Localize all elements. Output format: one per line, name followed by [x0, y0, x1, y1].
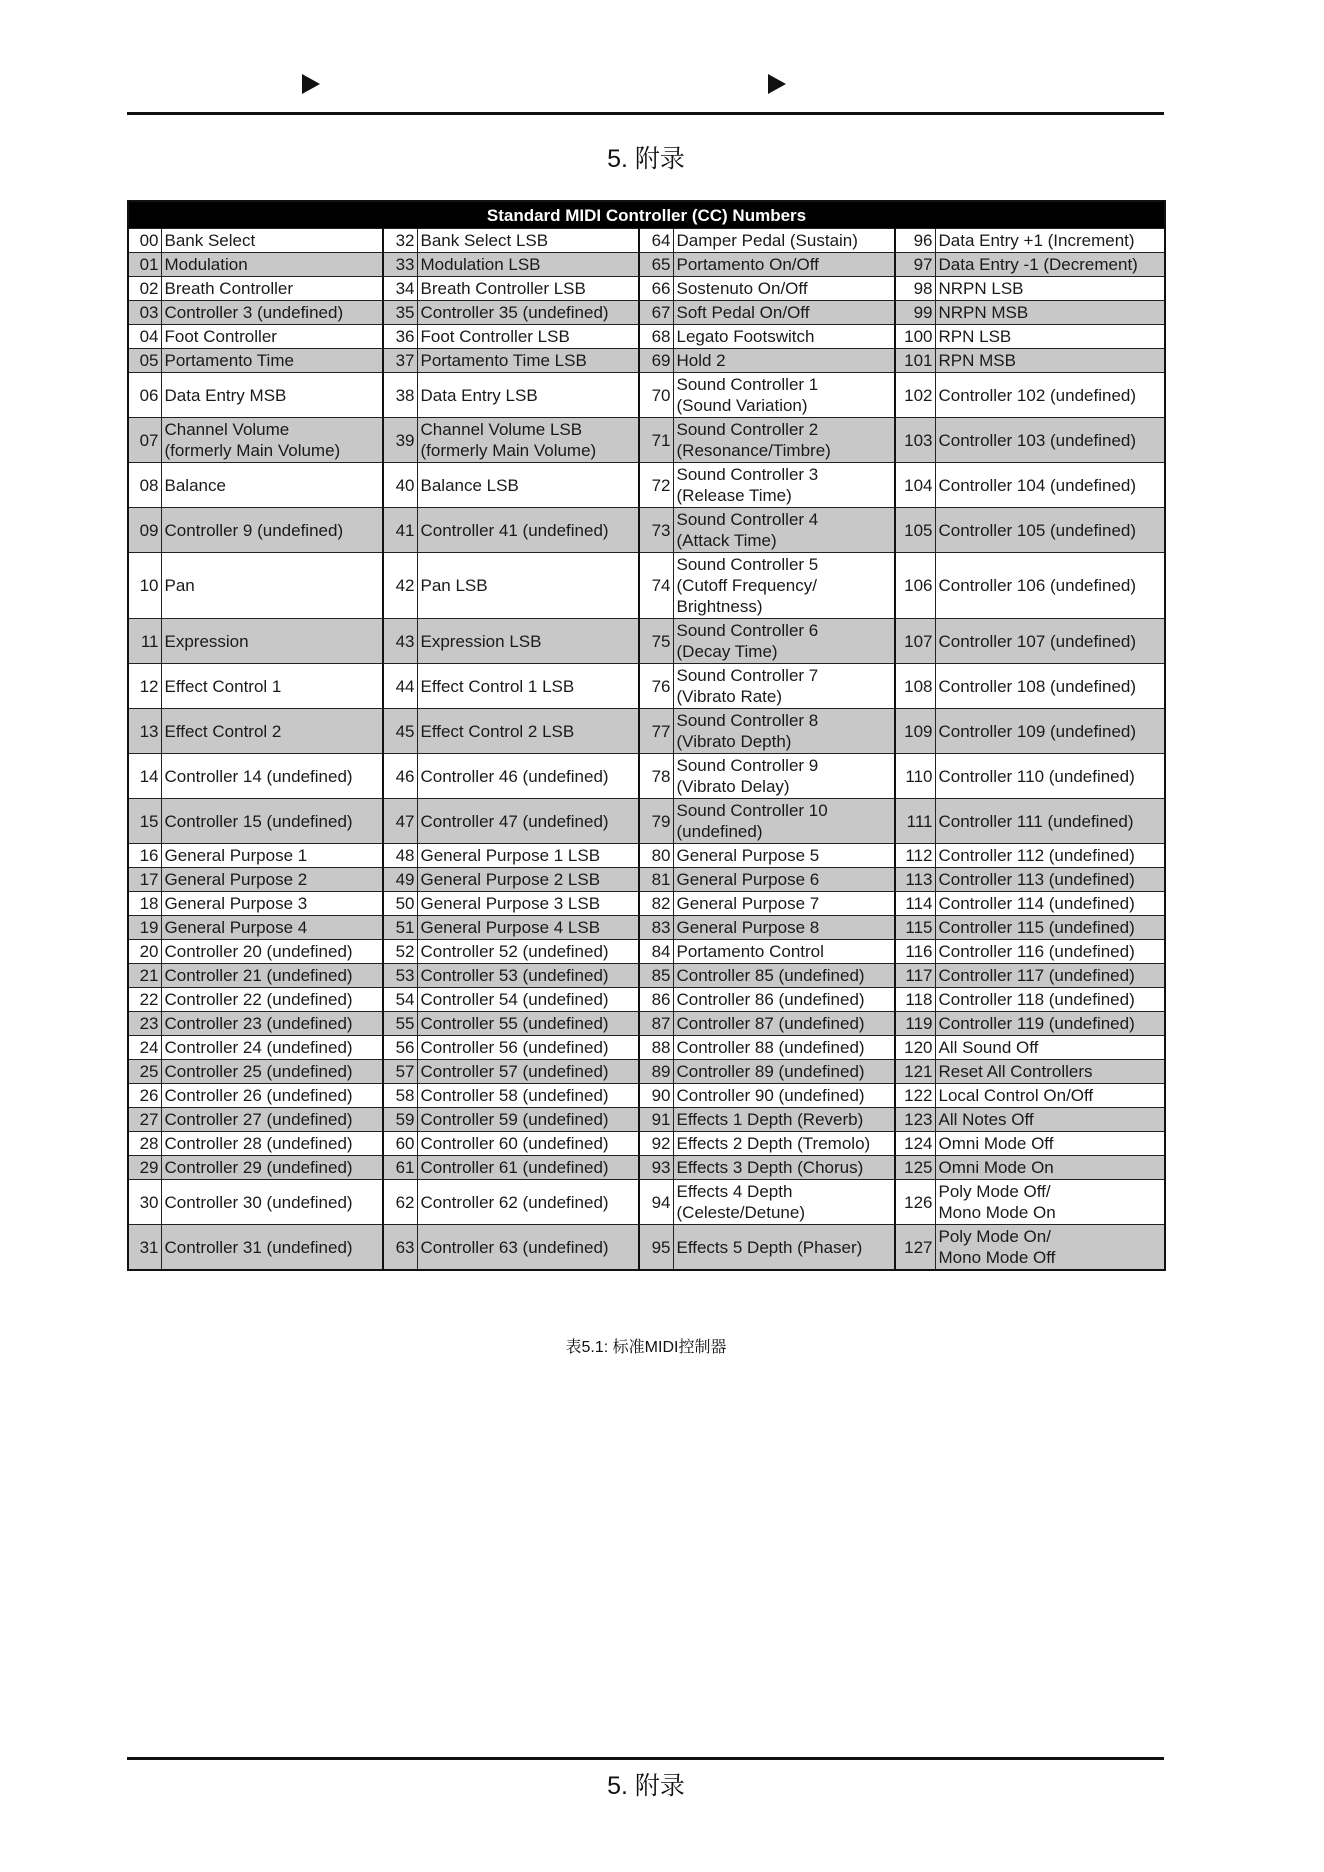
- cc-function: Expression LSB: [417, 619, 639, 664]
- cc-number: 126: [895, 1180, 935, 1225]
- cc-function: Data Entry +1 (Increment): [935, 229, 1165, 253]
- cc-number: 92: [639, 1132, 673, 1156]
- cc-function: Local Control On/Off: [935, 1084, 1165, 1108]
- cc-number: 82: [639, 892, 673, 916]
- table-row: [128, 709, 1165, 754]
- cc-function: Bank Select: [161, 229, 383, 253]
- cc-function: General Purpose 3 LSB: [417, 892, 639, 916]
- cc-function: Effect Control 1: [161, 664, 383, 709]
- header-rule: [127, 112, 1164, 115]
- cc-number: 24: [128, 1036, 161, 1060]
- cc-function: Data Entry MSB: [161, 373, 383, 418]
- cc-function: Sound Controller 9 (Vibrato Delay): [673, 754, 895, 799]
- cc-function: Effects 1 Depth (Reverb): [673, 1108, 895, 1132]
- cc-function: Controller 86 (undefined): [673, 988, 895, 1012]
- table-row: [128, 1060, 1165, 1084]
- cc-number: 96: [895, 229, 935, 253]
- cc-function: General Purpose 6: [673, 868, 895, 892]
- cc-function: Controller 46 (undefined): [417, 754, 639, 799]
- footer-section-title: 5. 附录: [607, 1772, 685, 1800]
- table-row: [128, 301, 1165, 325]
- cc-number: 58: [383, 1084, 417, 1108]
- cc-number: 71: [639, 418, 673, 463]
- cc-number: 117: [895, 964, 935, 988]
- cc-function: Portamento Time: [161, 349, 383, 373]
- cc-function: General Purpose 2 LSB: [417, 868, 639, 892]
- cc-function: Portamento Control: [673, 940, 895, 964]
- cc-function: Controller 109 (undefined): [935, 709, 1165, 754]
- cc-function: Controller 108 (undefined): [935, 664, 1165, 709]
- cc-function: Sound Controller 7 (Vibrato Rate): [673, 664, 895, 709]
- cc-function: Poly Mode On/ Mono Mode Off: [935, 1225, 1165, 1271]
- cc-function: Controller 107 (undefined): [935, 619, 1165, 664]
- cc-function: Balance: [161, 463, 383, 508]
- cc-function: Controller 35 (undefined): [417, 301, 639, 325]
- cc-function: RPN LSB: [935, 325, 1165, 349]
- cc-function: Controller 30 (undefined): [161, 1180, 383, 1225]
- cc-number: 01: [128, 253, 161, 277]
- table-row: [128, 463, 1165, 508]
- cc-number: 06: [128, 373, 161, 418]
- cc-function: Controller 105 (undefined): [935, 508, 1165, 553]
- table-row: [128, 253, 1165, 277]
- cc-function: Sound Controller 5 (Cutoff Frequency/ Brightness): [673, 553, 895, 619]
- cc-function: General Purpose 4: [161, 916, 383, 940]
- cc-number: 36: [383, 325, 417, 349]
- cc-number: 44: [383, 664, 417, 709]
- cc-number: 39: [383, 418, 417, 463]
- cc-function: Controller 119 (undefined): [935, 1012, 1165, 1036]
- cc-function: Controller 57 (undefined): [417, 1060, 639, 1084]
- cc-number: 14: [128, 754, 161, 799]
- cc-function: Controller 15 (undefined): [161, 799, 383, 844]
- cc-function: Controller 24 (undefined): [161, 1036, 383, 1060]
- cc-number: 10: [128, 553, 161, 619]
- cc-number: 120: [895, 1036, 935, 1060]
- cc-function: Controller 27 (undefined): [161, 1108, 383, 1132]
- cc-function: Sostenuto On/Off: [673, 277, 895, 301]
- cc-number: 87: [639, 1012, 673, 1036]
- cc-number: 102: [895, 373, 935, 418]
- cc-number: 48: [383, 844, 417, 868]
- cc-number: 41: [383, 508, 417, 553]
- cc-function: Effects 5 Depth (Phaser): [673, 1225, 895, 1271]
- cc-function: Effect Control 2 LSB: [417, 709, 639, 754]
- table-row: [128, 619, 1165, 664]
- cc-function: Sound Controller 4 (Attack Time): [673, 508, 895, 553]
- cc-function: Sound Controller 10 (undefined): [673, 799, 895, 844]
- cc-number: 26: [128, 1084, 161, 1108]
- cc-number: 127: [895, 1225, 935, 1271]
- cc-number: 11: [128, 619, 161, 664]
- cc-number: 27: [128, 1108, 161, 1132]
- cc-number: 83: [639, 916, 673, 940]
- cc-number: 76: [639, 664, 673, 709]
- cc-function: Poly Mode Off/ Mono Mode On: [935, 1180, 1165, 1225]
- cc-function: Sound Controller 6 (Decay Time): [673, 619, 895, 664]
- cc-function: Omni Mode On: [935, 1156, 1165, 1180]
- cc-number: 56: [383, 1036, 417, 1060]
- cc-function: Controller 53 (undefined): [417, 964, 639, 988]
- cc-number: 112: [895, 844, 935, 868]
- cc-number: 50: [383, 892, 417, 916]
- cc-function: Controller 25 (undefined): [161, 1060, 383, 1084]
- cc-number: 107: [895, 619, 935, 664]
- cc-function: Controller 22 (undefined): [161, 988, 383, 1012]
- cc-function: Controller 88 (undefined): [673, 1036, 895, 1060]
- cc-number: 113: [895, 868, 935, 892]
- cc-function: Pan LSB: [417, 553, 639, 619]
- cc-function: Soft Pedal On/Off: [673, 301, 895, 325]
- cc-function: Controller 116 (undefined): [935, 940, 1165, 964]
- table-caption: 表5.1: 标准MIDI控制器: [565, 1339, 727, 1356]
- cc-number: 12: [128, 664, 161, 709]
- cc-function: Effects 2 Depth (Tremolo): [673, 1132, 895, 1156]
- cc-function: Breath Controller: [161, 277, 383, 301]
- cc-function: Controller 104 (undefined): [935, 463, 1165, 508]
- cc-number: 28: [128, 1132, 161, 1156]
- cc-function: Expression: [161, 619, 383, 664]
- cc-function: Channel Volume LSB (formerly Main Volume): [417, 418, 639, 463]
- cc-function: Foot Controller LSB: [417, 325, 639, 349]
- cc-function: Modulation LSB: [417, 253, 639, 277]
- cc-function: Controller 3 (undefined): [161, 301, 383, 325]
- cc-number: 29: [128, 1156, 161, 1180]
- cc-number: 33: [383, 253, 417, 277]
- cc-function: Controller 14 (undefined): [161, 754, 383, 799]
- cc-number: 123: [895, 1108, 935, 1132]
- cc-function: Controller 113 (undefined): [935, 868, 1165, 892]
- cc-number: 106: [895, 553, 935, 619]
- cc-function: Controller 118 (undefined): [935, 988, 1165, 1012]
- cc-function: Damper Pedal (Sustain): [673, 229, 895, 253]
- table-row: [128, 418, 1165, 463]
- cc-number: 99: [895, 301, 935, 325]
- cc-function: Omni Mode Off: [935, 1132, 1165, 1156]
- cc-number: 88: [639, 1036, 673, 1060]
- cc-number: 109: [895, 709, 935, 754]
- cc-function: Effect Control 1 LSB: [417, 664, 639, 709]
- cc-function: Sound Controller 2 (Resonance/Timbre): [673, 418, 895, 463]
- cc-function: Controller 54 (undefined): [417, 988, 639, 1012]
- cc-number: 118: [895, 988, 935, 1012]
- cc-function: Controller 9 (undefined): [161, 508, 383, 553]
- midi-cc-table: [127, 200, 1166, 1271]
- cc-function: Legato Footswitch: [673, 325, 895, 349]
- table-row: [128, 964, 1165, 988]
- table-row: [128, 1036, 1165, 1060]
- cc-function: Controller 59 (undefined): [417, 1108, 639, 1132]
- cc-number: 17: [128, 868, 161, 892]
- cc-function: Controller 111 (undefined): [935, 799, 1165, 844]
- cc-function: Controller 117 (undefined): [935, 964, 1165, 988]
- table-row: [128, 325, 1165, 349]
- cc-number: 105: [895, 508, 935, 553]
- cc-number: 79: [639, 799, 673, 844]
- cc-number: 05: [128, 349, 161, 373]
- cc-number: 18: [128, 892, 161, 916]
- cc-number: 68: [639, 325, 673, 349]
- cc-number: 94: [639, 1180, 673, 1225]
- cc-number: 55: [383, 1012, 417, 1036]
- table-row: [128, 277, 1165, 301]
- cc-number: 49: [383, 868, 417, 892]
- cc-number: 52: [383, 940, 417, 964]
- cc-function: Controller 115 (undefined): [935, 916, 1165, 940]
- cc-function: Controller 20 (undefined): [161, 940, 383, 964]
- table-title: Standard MIDI Controller (CC) Numbers: [128, 201, 1165, 229]
- cc-number: 66: [639, 277, 673, 301]
- cc-function: All Sound Off: [935, 1036, 1165, 1060]
- cc-number: 60: [383, 1132, 417, 1156]
- cc-number: 03: [128, 301, 161, 325]
- cc-number: 122: [895, 1084, 935, 1108]
- cc-number: 119: [895, 1012, 935, 1036]
- cc-number: 07: [128, 418, 161, 463]
- table-row: [128, 940, 1165, 964]
- table-row: [128, 868, 1165, 892]
- cc-number: 04: [128, 325, 161, 349]
- cc-function: Controller 56 (undefined): [417, 1036, 639, 1060]
- cc-number: 45: [383, 709, 417, 754]
- cc-function: General Purpose 5: [673, 844, 895, 868]
- cc-number: 40: [383, 463, 417, 508]
- cc-function: Controller 89 (undefined): [673, 1060, 895, 1084]
- cc-function: Portamento On/Off: [673, 253, 895, 277]
- table-row: [128, 988, 1165, 1012]
- cc-number: 93: [639, 1156, 673, 1180]
- cc-number: 47: [383, 799, 417, 844]
- cc-number: 90: [639, 1084, 673, 1108]
- cc-number: 57: [383, 1060, 417, 1084]
- cc-number: 72: [639, 463, 673, 508]
- cc-number: 75: [639, 619, 673, 664]
- cc-number: 30: [128, 1180, 161, 1225]
- cc-function: Controller 102 (undefined): [935, 373, 1165, 418]
- table-row: [128, 1132, 1165, 1156]
- cc-number: 85: [639, 964, 673, 988]
- cc-function: General Purpose 1 LSB: [417, 844, 639, 868]
- cc-function: Effects 4 Depth (Celeste/Detune): [673, 1180, 895, 1225]
- table-row: [128, 754, 1165, 799]
- cc-function: Effects 3 Depth (Chorus): [673, 1156, 895, 1180]
- header-arrow-left-icon: [302, 74, 320, 94]
- cc-number: 21: [128, 964, 161, 988]
- cc-number: 73: [639, 508, 673, 553]
- table-row: [128, 844, 1165, 868]
- cc-number: 108: [895, 664, 935, 709]
- cc-number: 43: [383, 619, 417, 664]
- cc-number: 16: [128, 844, 161, 868]
- cc-number: 31: [128, 1225, 161, 1271]
- cc-function: Modulation: [161, 253, 383, 277]
- cc-number: 34: [383, 277, 417, 301]
- cc-function: Bank Select LSB: [417, 229, 639, 253]
- cc-function: Controller 103 (undefined): [935, 418, 1165, 463]
- cc-number: 121: [895, 1060, 935, 1084]
- cc-function: NRPN LSB: [935, 277, 1165, 301]
- cc-function: General Purpose 4 LSB: [417, 916, 639, 940]
- table-row: [128, 229, 1165, 253]
- cc-number: 104: [895, 463, 935, 508]
- cc-number: 37: [383, 349, 417, 373]
- table-row: [128, 1180, 1165, 1225]
- cc-number: 78: [639, 754, 673, 799]
- cc-number: 00: [128, 229, 161, 253]
- cc-number: 15: [128, 799, 161, 844]
- cc-function: Controller 87 (undefined): [673, 1012, 895, 1036]
- page-section-title: 5. 附录: [607, 145, 685, 173]
- cc-function: General Purpose 1: [161, 844, 383, 868]
- cc-number: 95: [639, 1225, 673, 1271]
- cc-number: 63: [383, 1225, 417, 1271]
- cc-number: 65: [639, 253, 673, 277]
- cc-number: 69: [639, 349, 673, 373]
- table-row: [128, 349, 1165, 373]
- table-row: [128, 1225, 1165, 1271]
- cc-function: General Purpose 3: [161, 892, 383, 916]
- cc-number: 35: [383, 301, 417, 325]
- footer-rule: [127, 1757, 1164, 1760]
- cc-function: Controller 52 (undefined): [417, 940, 639, 964]
- cc-number: 103: [895, 418, 935, 463]
- cc-function: General Purpose 7: [673, 892, 895, 916]
- cc-number: 13: [128, 709, 161, 754]
- cc-function: RPN MSB: [935, 349, 1165, 373]
- cc-number: 91: [639, 1108, 673, 1132]
- cc-number: 64: [639, 229, 673, 253]
- cc-function: Sound Controller 3 (Release Time): [673, 463, 895, 508]
- cc-number: 110: [895, 754, 935, 799]
- table-row: [128, 664, 1165, 709]
- cc-function: Controller 29 (undefined): [161, 1156, 383, 1180]
- cc-function: Effect Control 2: [161, 709, 383, 754]
- cc-function: Controller 63 (undefined): [417, 1225, 639, 1271]
- cc-number: 116: [895, 940, 935, 964]
- cc-function: Controller 28 (undefined): [161, 1132, 383, 1156]
- cc-number: 61: [383, 1156, 417, 1180]
- cc-function: Reset All Controllers: [935, 1060, 1165, 1084]
- cc-number: 09: [128, 508, 161, 553]
- cc-number: 111: [895, 799, 935, 844]
- cc-function: Controller 55 (undefined): [417, 1012, 639, 1036]
- cc-number: 81: [639, 868, 673, 892]
- cc-function: Controller 90 (undefined): [673, 1084, 895, 1108]
- cc-function: Controller 47 (undefined): [417, 799, 639, 844]
- cc-number: 59: [383, 1108, 417, 1132]
- table-row: [128, 1156, 1165, 1180]
- cc-function: Breath Controller LSB: [417, 277, 639, 301]
- cc-number: 70: [639, 373, 673, 418]
- cc-number: 67: [639, 301, 673, 325]
- cc-function: Data Entry -1 (Decrement): [935, 253, 1165, 277]
- cc-number: 19: [128, 916, 161, 940]
- cc-number: 02: [128, 277, 161, 301]
- table-row: [128, 1108, 1165, 1132]
- cc-function: Channel Volume (formerly Main Volume): [161, 418, 383, 463]
- cc-number: 46: [383, 754, 417, 799]
- cc-number: 51: [383, 916, 417, 940]
- cc-function: Data Entry LSB: [417, 373, 639, 418]
- cc-function: Hold 2: [673, 349, 895, 373]
- cc-function: Sound Controller 1 (Sound Variation): [673, 373, 895, 418]
- table-row: [128, 892, 1165, 916]
- cc-number: 42: [383, 553, 417, 619]
- cc-number: 125: [895, 1156, 935, 1180]
- cc-number: 86: [639, 988, 673, 1012]
- header-arrow-right-icon: [768, 74, 786, 94]
- cc-number: 124: [895, 1132, 935, 1156]
- cc-number: 38: [383, 373, 417, 418]
- table-row: [128, 799, 1165, 844]
- cc-function: Portamento Time LSB: [417, 349, 639, 373]
- cc-number: 98: [895, 277, 935, 301]
- cc-function: Controller 112 (undefined): [935, 844, 1165, 868]
- cc-function: Controller 60 (undefined): [417, 1132, 639, 1156]
- cc-number: 115: [895, 916, 935, 940]
- cc-function: Balance LSB: [417, 463, 639, 508]
- cc-function: Controller 31 (undefined): [161, 1225, 383, 1271]
- cc-function: Controller 26 (undefined): [161, 1084, 383, 1108]
- cc-function: Controller 21 (undefined): [161, 964, 383, 988]
- cc-function: Foot Controller: [161, 325, 383, 349]
- cc-number: 101: [895, 349, 935, 373]
- table-row: [128, 373, 1165, 418]
- cc-function: Controller 114 (undefined): [935, 892, 1165, 916]
- cc-number: 20: [128, 940, 161, 964]
- table-row: [128, 1084, 1165, 1108]
- cc-function: Controller 85 (undefined): [673, 964, 895, 988]
- cc-number: 114: [895, 892, 935, 916]
- cc-number: 22: [128, 988, 161, 1012]
- cc-number: 97: [895, 253, 935, 277]
- cc-number: 84: [639, 940, 673, 964]
- cc-number: 100: [895, 325, 935, 349]
- cc-function: Controller 106 (undefined): [935, 553, 1165, 619]
- cc-number: 77: [639, 709, 673, 754]
- cc-function: Sound Controller 8 (Vibrato Depth): [673, 709, 895, 754]
- cc-number: 62: [383, 1180, 417, 1225]
- cc-function: Controller 61 (undefined): [417, 1156, 639, 1180]
- cc-number: 53: [383, 964, 417, 988]
- cc-function: Pan: [161, 553, 383, 619]
- cc-number: 23: [128, 1012, 161, 1036]
- table-row: [128, 508, 1165, 553]
- cc-function: General Purpose 8: [673, 916, 895, 940]
- cc-function: Controller 58 (undefined): [417, 1084, 639, 1108]
- cc-number: 08: [128, 463, 161, 508]
- cc-function: All Notes Off: [935, 1108, 1165, 1132]
- cc-number: 74: [639, 553, 673, 619]
- cc-number: 25: [128, 1060, 161, 1084]
- table-row: [128, 1012, 1165, 1036]
- cc-function: NRPN MSB: [935, 301, 1165, 325]
- cc-number: 89: [639, 1060, 673, 1084]
- table-row: [128, 553, 1165, 619]
- cc-number: 80: [639, 844, 673, 868]
- table-row: [128, 916, 1165, 940]
- cc-number: 54: [383, 988, 417, 1012]
- cc-function: Controller 41 (undefined): [417, 508, 639, 553]
- cc-function: General Purpose 2: [161, 868, 383, 892]
- cc-number: 32: [383, 229, 417, 253]
- cc-function: Controller 23 (undefined): [161, 1012, 383, 1036]
- cc-function: Controller 62 (undefined): [417, 1180, 639, 1225]
- cc-function: Controller 110 (undefined): [935, 754, 1165, 799]
